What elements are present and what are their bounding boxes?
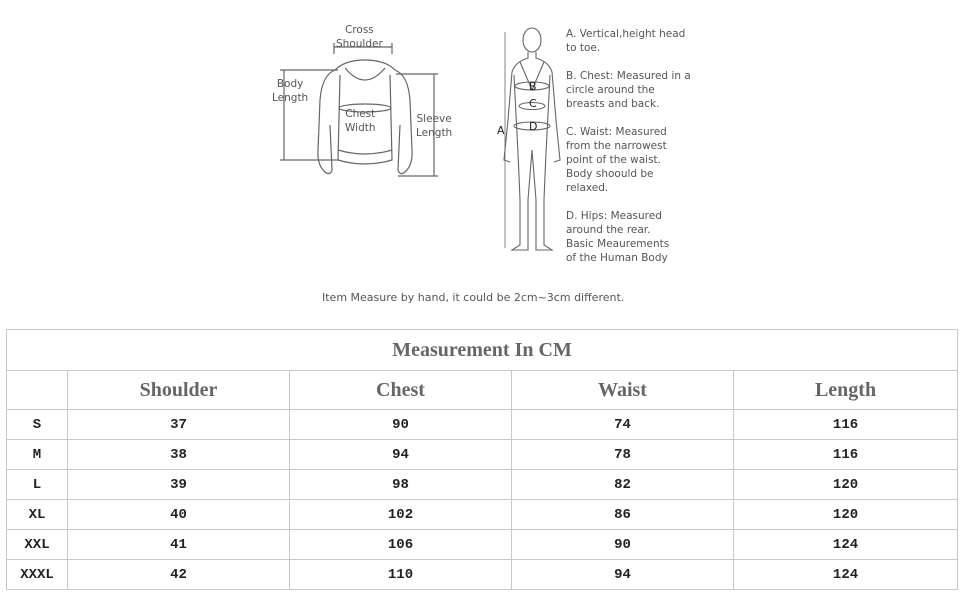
note-hips: D. Hips: Measured around the rear. Basic Meaurements of the Human Body [566,210,670,264]
header-size [7,371,68,410]
body-letter-b: B [529,80,537,93]
note-chest: B. Chest: Measured in a circle around the breasts and back. [566,70,691,110]
body-length-label: Body Length [272,78,309,104]
waist-value: 74 [512,410,734,440]
size-label: XL [7,500,68,530]
cross-shoulder-label: Cross Shoulder [336,24,383,50]
measure-disclaimer: Item Measure by hand, it could be 2cm~3cm different. [322,291,625,304]
length-value: 120 [734,470,958,500]
measurement-notes [566,27,701,279]
size-label: XXL [7,530,68,560]
note-height: A. Vertical,height head to toe. [566,28,686,54]
table-row [7,560,958,590]
length-value: 116 [734,410,958,440]
table-row [7,500,958,530]
waist-value: 90 [512,530,734,560]
header-waist: Waist [512,371,734,410]
length-value: 120 [734,500,958,530]
header-shoulder: Shoulder [68,371,290,410]
note-waist: C. Waist: Measured from the narrowest point of the waist. Body shoould be relaxed. [566,126,667,194]
body-letter-c: C [529,97,537,110]
shoulder-value: 39 [68,470,290,500]
chest-width-label: Chest Width [345,108,376,134]
waist-value: 94 [512,560,734,590]
size-label: XXXL [7,560,68,590]
waist-value: 86 [512,500,734,530]
header-chest: Chest [290,371,512,410]
size-label: L [7,470,68,500]
shoulder-value: 42 [68,560,290,590]
body-figure [504,28,560,250]
size-label: S [7,410,68,440]
table-row [7,530,958,560]
chest-value: 94 [290,440,512,470]
shoulder-value: 38 [68,440,290,470]
waist-value: 82 [512,470,734,500]
chest-value: 102 [290,500,512,530]
shoulder-value: 37 [68,410,290,440]
size-label: M [7,440,68,470]
sleeve-length-label: Sleeve Length [416,113,453,139]
shoulder-value: 40 [68,500,290,530]
size-chart-table [6,329,958,590]
length-value: 124 [734,530,958,560]
chest-value: 90 [290,410,512,440]
length-value: 116 [734,440,958,470]
table-row [7,410,958,440]
body-letter-a: A [497,124,505,137]
body-letter-d: D [529,120,538,133]
chest-value: 110 [290,560,512,590]
table-header-row [7,371,958,410]
header-length: Length [734,371,958,410]
length-value: 124 [734,560,958,590]
shoulder-value: 41 [68,530,290,560]
chest-value: 106 [290,530,512,560]
table-caption: Measurement In CM [7,330,958,371]
waist-value: 78 [512,440,734,470]
table-caption-row [7,330,958,371]
table-row [7,440,958,470]
table-row [7,470,958,500]
chest-value: 98 [290,470,512,500]
